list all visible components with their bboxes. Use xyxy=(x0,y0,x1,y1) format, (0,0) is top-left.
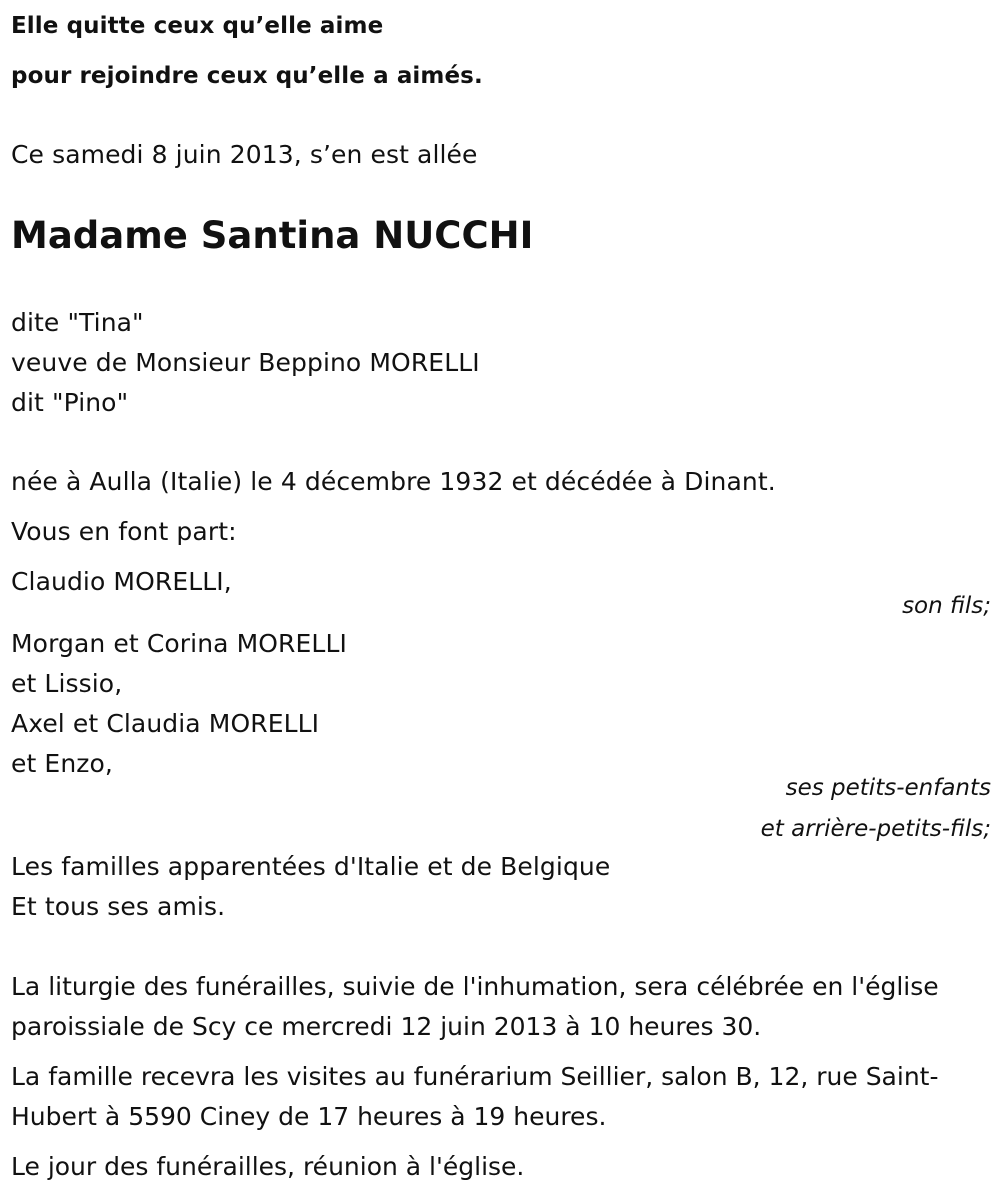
grandchild-line: et Lissio, xyxy=(11,669,123,698)
nickname: dite "Tina" xyxy=(11,308,144,337)
announcers-intro: Vous en font part: xyxy=(11,517,237,546)
son-name: Claudio MORELLI, xyxy=(11,567,232,596)
grandchild-line: et Enzo, xyxy=(11,749,113,778)
grandchildren-role: ses petits-enfants xyxy=(785,775,991,801)
liturgy-paragraph: La liturgie des funérailles, suivie de l'inhumation, sera célébrée en l'église paroissiale de Scy ce mercredi 12 juin 2013 à 10 heures 30. xyxy=(11,972,939,1041)
visits-paragraph: La famille recevra les visites au funérarium Seillier, salon B, 12, rue Saint-Hubert à 5590 Ciney de 17 heures à 19 heures. xyxy=(11,1062,939,1131)
families-line: Les familles apparentées d'Italie et de Belgique xyxy=(11,852,611,881)
deceased-name: Madame Santina NUCCHI xyxy=(11,214,534,257)
widow-of: veuve de Monsieur Beppino MORELLI xyxy=(11,348,480,377)
meeting-paragraph: Le jour des funérailles, réunion à l'église. xyxy=(11,1152,525,1181)
intro-text: Ce samedi 8 juin 2013, s’en est allée xyxy=(11,140,478,169)
birth-death: née à Aulla (Italie) le 4 décembre 1932 et décédée à Dinant. xyxy=(11,467,776,496)
grandchild-line: Morgan et Corina MORELLI xyxy=(11,629,347,658)
grandchild-line: Axel et Claudia MORELLI xyxy=(11,709,320,738)
friends-line: Et tous ses amis. xyxy=(11,892,226,921)
quote-line-1: Elle quitte ceux qu’elle aime xyxy=(11,13,384,39)
quote-line-2: pour rejoindre ceux qu’elle a aimés. xyxy=(11,63,483,89)
great-grandchildren-role: et arrière-petits-fils; xyxy=(760,816,991,842)
son-role: son fils; xyxy=(902,593,991,619)
spouse-nickname: dit "Pino" xyxy=(11,388,129,417)
